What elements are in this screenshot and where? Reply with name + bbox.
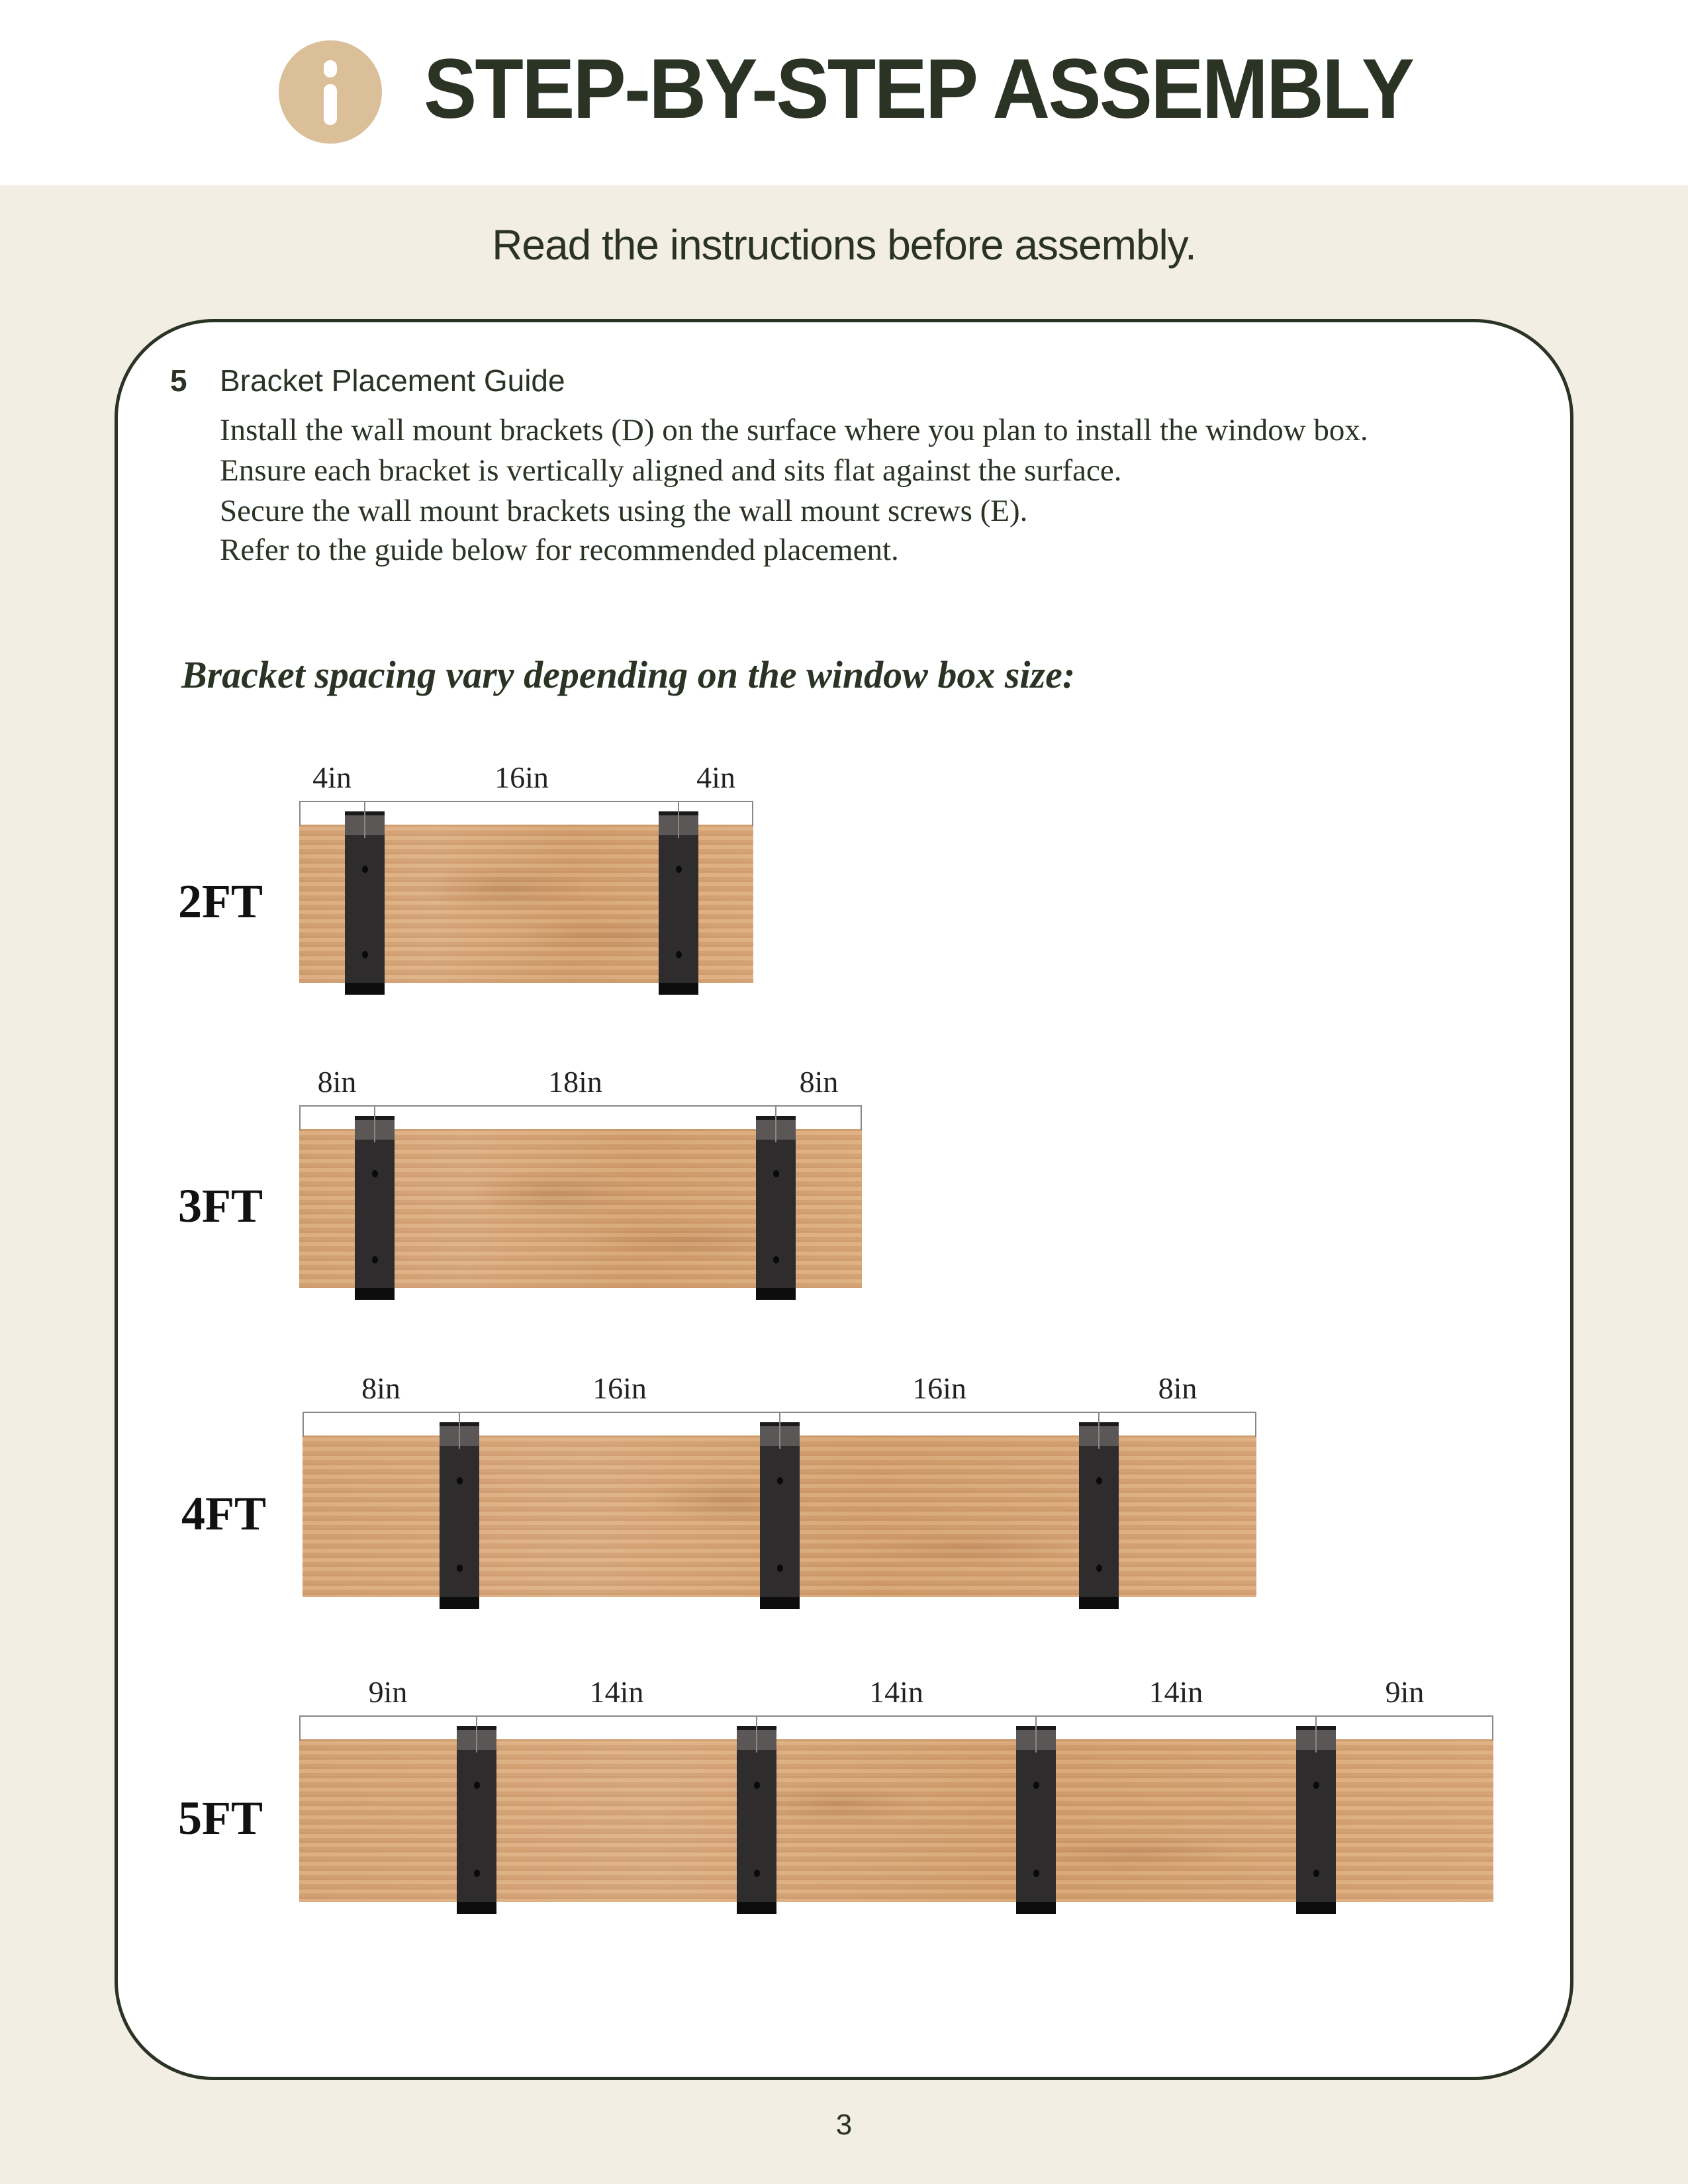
info-icon xyxy=(279,40,382,144)
dimension-tick xyxy=(1098,1412,1100,1449)
wall-mount-bracket xyxy=(345,811,385,995)
spacing-label: 16in xyxy=(592,1371,647,1405)
wall-mount-bracket xyxy=(659,811,698,995)
screw-hole-icon xyxy=(474,1870,480,1877)
dimension-line xyxy=(299,1715,1493,1717)
screw-hole-icon xyxy=(1033,1782,1039,1789)
spacing-label: 14in xyxy=(1149,1675,1203,1709)
step-title: Bracket Placement Guide xyxy=(220,363,565,398)
wall-mount-bracket xyxy=(1016,1726,1056,1914)
dimension-tick xyxy=(752,801,753,826)
dimension-tick xyxy=(299,1105,301,1130)
wall-mount-bracket xyxy=(440,1422,479,1609)
spacing-label: 9in xyxy=(1385,1675,1425,1709)
spacing-label: 9in xyxy=(368,1675,408,1709)
screw-hole-icon xyxy=(457,1565,463,1572)
dimension-tick xyxy=(374,1105,375,1142)
screw-hole-icon xyxy=(362,951,368,958)
screw-hole-icon xyxy=(754,1782,760,1789)
bracket-foot xyxy=(457,1902,496,1914)
bracket-foot xyxy=(760,1597,800,1609)
dimension-tick xyxy=(775,1105,776,1142)
wall-mount-bracket xyxy=(457,1726,496,1914)
wall-mount-bracket xyxy=(760,1422,800,1609)
dimension-tick xyxy=(779,1412,780,1449)
dimension-tick xyxy=(299,801,301,826)
spacing-label: 16in xyxy=(494,760,549,794)
dimension-tick xyxy=(476,1715,477,1752)
dimension-tick xyxy=(459,1412,460,1449)
wall-mount-bracket xyxy=(1296,1726,1336,1914)
dimension-tick xyxy=(1255,1412,1256,1437)
subtitle: Read the instructions before assembly. xyxy=(492,221,1196,269)
wall-mount-bracket xyxy=(355,1116,395,1300)
screw-hole-icon xyxy=(372,1256,378,1263)
wall-mount-bracket xyxy=(737,1726,776,1914)
dimension-tick xyxy=(678,801,679,838)
bracket-foot xyxy=(659,983,698,995)
spacing-label: 4in xyxy=(312,760,352,794)
bracket-foot xyxy=(355,1288,395,1300)
size-label: 5FT xyxy=(178,1792,263,1844)
bracket-foot xyxy=(1016,1902,1056,1914)
instruction-line: Install the wall mount brackets (D) on the surface where you plan to install the window box. xyxy=(220,413,1368,447)
screw-hole-icon xyxy=(1313,1782,1319,1789)
size-label: 2FT xyxy=(178,874,263,928)
screw-hole-icon xyxy=(773,1170,779,1177)
bracket-foot xyxy=(345,983,385,995)
spacing-label: 18in xyxy=(548,1065,602,1099)
step-number: 5 xyxy=(170,363,187,398)
guide-heading: Bracket spacing vary depending on the window box size: xyxy=(181,653,1076,696)
bracket-foot xyxy=(1296,1902,1336,1914)
dimension-tick xyxy=(756,1715,757,1752)
dimension-tick xyxy=(1492,1715,1493,1741)
spacing-label: 8in xyxy=(1158,1371,1197,1405)
dimension-tick xyxy=(861,1105,862,1130)
screw-hole-icon xyxy=(1096,1565,1102,1572)
spacing-label: 8in xyxy=(361,1371,400,1405)
page-number: 3 xyxy=(835,2109,853,2141)
dimension-tick xyxy=(364,801,365,838)
screw-hole-icon xyxy=(777,1565,783,1572)
spacing-label: 8in xyxy=(317,1065,357,1099)
bracket-foot xyxy=(756,1288,796,1300)
bracket-foot xyxy=(737,1902,776,1914)
spacing-label: 4in xyxy=(696,760,735,794)
spacing-label: 14in xyxy=(869,1675,923,1709)
dimension-tick xyxy=(1035,1715,1037,1752)
screw-hole-icon xyxy=(1096,1477,1102,1484)
screw-hole-icon xyxy=(754,1870,760,1877)
instruction-line: Refer to the guide below for recommended placement. xyxy=(220,533,899,567)
wall-mount-bracket xyxy=(1079,1422,1119,1609)
size-label: 3FT xyxy=(178,1179,263,1232)
screw-hole-icon xyxy=(676,951,682,958)
size-label: 4FT xyxy=(181,1487,267,1540)
spacing-label: 8in xyxy=(799,1065,839,1099)
page-title: STEP-BY-STEP ASSEMBLY xyxy=(424,42,1413,136)
spacing-label: 14in xyxy=(589,1675,644,1709)
screw-hole-icon xyxy=(372,1170,378,1177)
screw-hole-icon xyxy=(362,866,368,873)
spacing-label: 16in xyxy=(912,1371,966,1405)
screw-hole-icon xyxy=(676,866,682,873)
dimension-tick xyxy=(1315,1715,1317,1752)
dimension-line xyxy=(299,801,753,802)
screw-hole-icon xyxy=(457,1477,463,1484)
dimension-tick xyxy=(303,1412,304,1437)
page-header xyxy=(0,0,1688,185)
bracket-foot xyxy=(440,1597,479,1609)
screw-hole-icon xyxy=(773,1256,779,1263)
instruction-line: Ensure each bracket is vertically aligned and sits flat against the surface. xyxy=(220,453,1122,488)
wall-mount-bracket xyxy=(756,1116,796,1300)
dimension-tick xyxy=(299,1715,301,1741)
screw-hole-icon xyxy=(1313,1870,1319,1877)
instruction-line: Secure the wall mount brackets using the wall mount screws (E). xyxy=(220,494,1028,528)
screw-hole-icon xyxy=(1033,1870,1039,1877)
screw-hole-icon xyxy=(777,1477,783,1484)
screw-hole-icon xyxy=(474,1782,480,1789)
bracket-foot xyxy=(1079,1597,1119,1609)
dimension-line xyxy=(299,1105,862,1107)
